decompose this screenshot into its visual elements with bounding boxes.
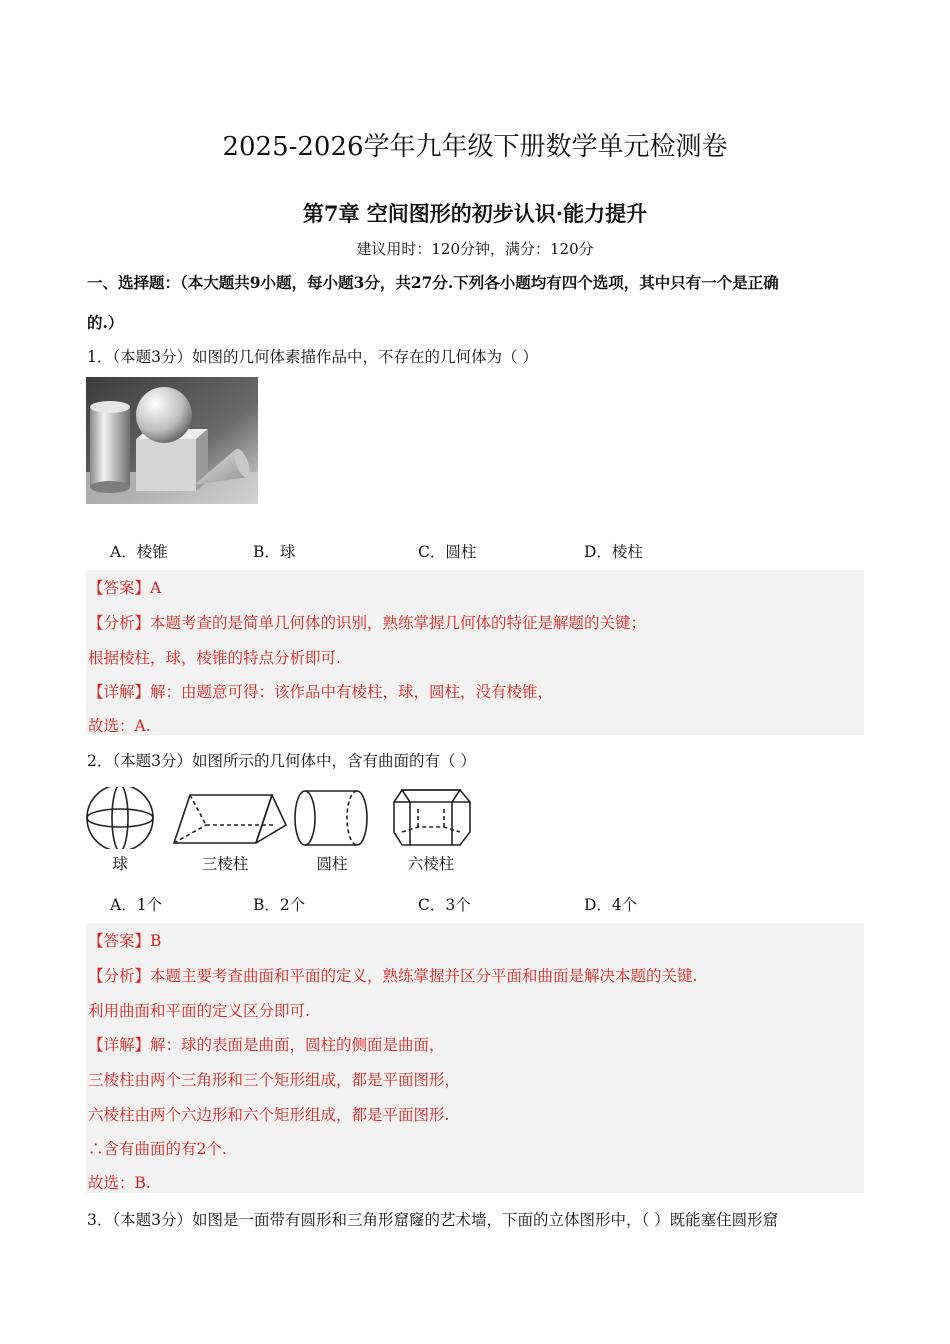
label-hexagonal-prism: 六棱柱 (407, 855, 455, 873)
time-note: 建议用时：120分钟，满分：120分 (356, 240, 594, 258)
hexagonal-prism-shape (394, 790, 470, 845)
section-heading-cont: 的.） (87, 313, 124, 332)
q1-answer: 【答案】A (88, 579, 162, 597)
q1-detail-tag: 【详解】 (88, 683, 151, 701)
sphere-shape (87, 787, 153, 849)
q1-analysis (88, 611, 646, 633)
q1-option-c: C．圆柱 (418, 543, 477, 561)
q2-answer-box (86, 923, 864, 1193)
exam-title: 2025-2026学年九年级下册数学单元检测卷 (222, 132, 728, 162)
q2-conclusion: 故选：B. (88, 1174, 151, 1192)
q2-option-b: B．2个 (253, 896, 306, 914)
q1-option-a: A．棱锥 (110, 543, 168, 561)
q3-stem: 3．（本题3分）如图是一面带有圆形和三角形窟窿的艺术墙，下面的立体图形中，（ ）既能塞住圆形窟 (87, 1211, 779, 1229)
q2-analysis-tag: 【分析】 (88, 967, 151, 985)
q2-analysis-2: 利用曲面和平面的定义区分即可. (88, 1002, 310, 1020)
q2-analysis-text: 本题主要考查曲面和平面的定义，熟练掌握并区分平面和曲面是解决本题的关键. (150, 967, 698, 985)
q2-detail (88, 1033, 445, 1055)
label-cylinder: 圆柱 (316, 855, 348, 873)
q1-conclusion: 故选：A. (88, 717, 151, 735)
q1-detail-text: 解：由题意可得：该作品中有棱柱，球，圆柱，没有棱锥， (150, 683, 554, 701)
q1-option-b: B．球 (253, 543, 296, 561)
label-triangular-prism: 三棱柱 (201, 855, 249, 873)
q2-option-c: C．3个 (418, 896, 471, 914)
q1-answer-box (86, 570, 864, 735)
shapes-figure (84, 787, 484, 849)
q2-analysis (88, 964, 697, 986)
q1-analysis-2: 根据棱柱，球，棱锥的特点分析即可. (88, 649, 341, 667)
section-heading: 一、选择题：（本大题共9小题，每小题3分，共27分.下列各小题均有四个选项，其中只有一个是正确 (87, 273, 779, 292)
q2-stem: 2．（本题3分）如图所示的几何体中，含有曲面的有（ ） (87, 752, 476, 770)
q1-analysis-text: 本题考查的是简单几何体的识别，熟练掌握几何体的特征是解题的关键； (150, 614, 647, 632)
cylinder-shape (295, 791, 315, 845)
q2-answer: 【答案】B (88, 932, 162, 950)
chapter-subtitle: 第7章 空间图形的初步认识·能力提升 (302, 201, 648, 226)
q2-option-d: D．4个 (584, 896, 638, 914)
q2-detail-text: 解：球的表面是曲面，圆柱的侧面是曲面， (150, 1036, 445, 1054)
sketch-image (86, 377, 258, 504)
q2-detail-3: 六棱柱由两个六边形和六个矩形组成，都是平面图形. (88, 1106, 450, 1124)
q1-detail (88, 680, 553, 702)
q1-analysis-tag: 【分析】 (88, 614, 151, 632)
q2-detail-2: 三棱柱由两个三角形和三个矩形组成，都是平面图形， (88, 1071, 461, 1089)
label-sphere: 球 (112, 855, 128, 873)
triangular-prism-shape (174, 795, 272, 843)
q1-option-d: D．棱柱 (584, 543, 643, 561)
q2-detail-4: ∴含有曲面的有2个. (88, 1140, 227, 1158)
q1-stem: 1．（本题3分）如图的几何体素描作品中，不存在的几何体为（ ） (87, 348, 538, 366)
q2-detail-tag: 【详解】 (88, 1036, 151, 1054)
q2-option-a: A．1个 (110, 896, 163, 914)
